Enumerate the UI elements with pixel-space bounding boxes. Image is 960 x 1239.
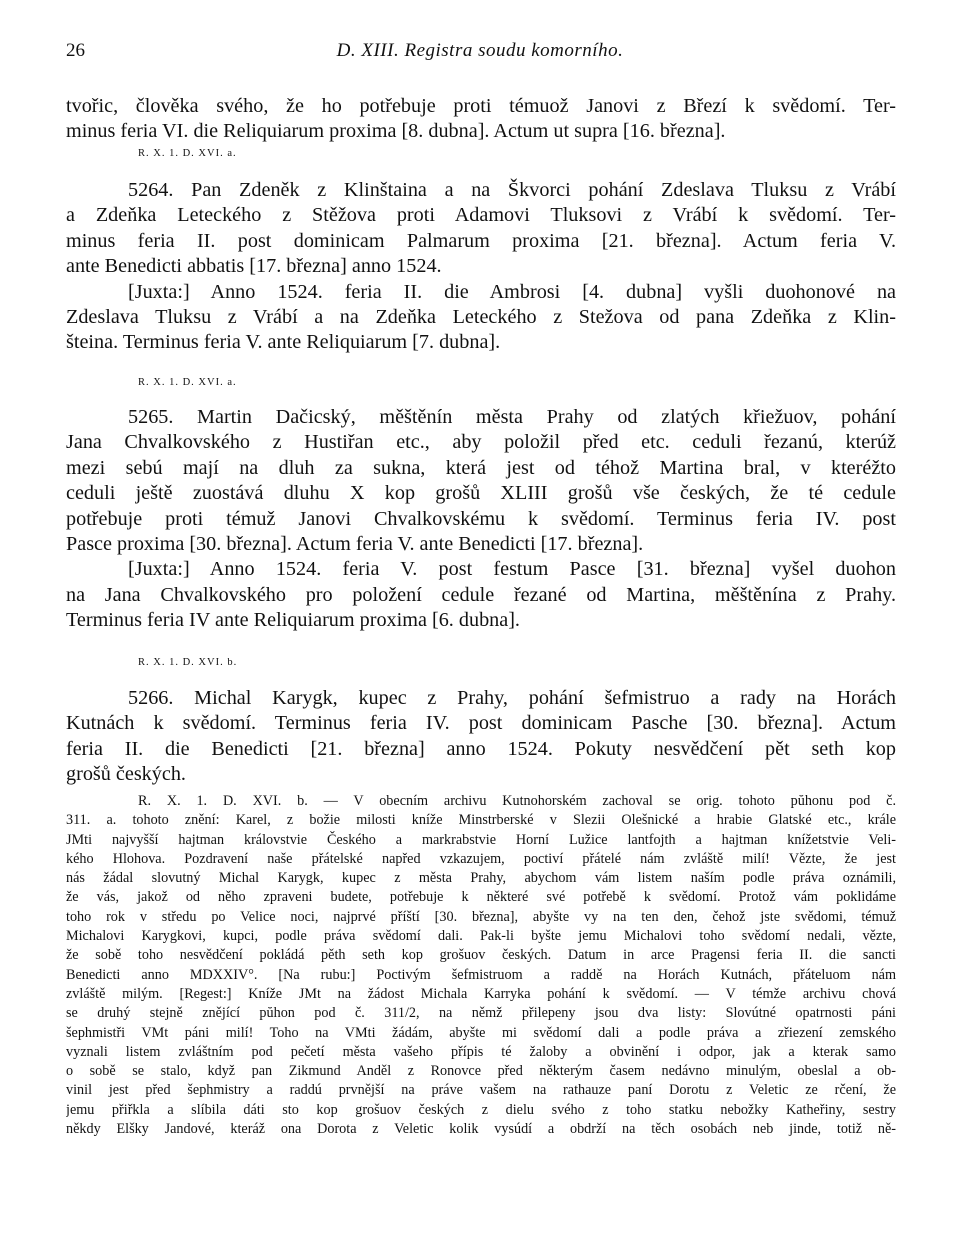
note-line: se druhý stejně znějící pŭhon pod č. 311/2, na němž přilepeny jsou dva listy: Slovútné opatrnosti páni <box>66 1005 896 1022</box>
text-line: Kutnách k svědomí. Terminus feria IV. post dominicam Pasche [30. března]. Actum <box>66 712 896 735</box>
entry-5266 <box>66 686 896 788</box>
note-line: toho rok v středu po Velice noci, najprvé příští [30. března], abyšte vy na ten den, čehož jste svědomi, témuž <box>66 908 896 925</box>
note-line: 311. a. tohoto znění: Karel, z božie milosti kníže Minstrberské v Slezii Olešnické a hrabie Glatské etc., krále <box>66 812 896 829</box>
note-line: R. X. 1. D. XVI. b. — V obecním archivu Kutnohorském zachoval se orig. tohoto pŭhonu pod č. <box>138 793 896 809</box>
archive-reference <box>66 146 896 161</box>
text-line: a Zdeňka Leteckého z Stěžova proti Adamovi Tluksovi z Vrábí k svědomí. Ter- <box>66 204 896 227</box>
text-line: Zdeslava Tluksu z Vrábí a na Zdeňka Leteckého z Stežova od pana Zdeňka z Klin- <box>66 305 896 328</box>
text-line: grošů českých. <box>66 763 186 786</box>
text-line: [Juxta:] Anno 1524. feria II. die Ambrosi [4. dubna] vyšli duohonové na <box>128 280 896 303</box>
note-line: vyznali listem zvláštním pod pečetí města vašeho přípis té žaloby a obvinění i odpor, jak a kterak samo <box>66 1043 896 1060</box>
text-line: ceduli ještě zuostává dluhu X kop grošů XLIII grošů vše českých, že té cedule <box>66 482 896 505</box>
archive-reference <box>66 655 896 670</box>
note-line: zvláště milým. [Regest:] Kníže JMt na žádost Michala Karryka pohání k svědomí. — V témže archivu chová <box>66 985 896 1002</box>
text-line: Pasce proxima [30. března]. Actum feria V. ante Benedicti [17. března]. <box>66 532 644 555</box>
note-line: někdy Elšky Jandové, kteráž ona Dorota z Veletic kolik vysúdí a obdrží na těch osobách neb jinde, totiž ně- <box>66 1121 896 1138</box>
archive-reference <box>66 375 896 390</box>
text-line: minus feria VI. die Reliquiarum proxima [8. dubna]. Actum ut supra [16. března]. <box>66 120 726 143</box>
note-line: vinil jest před šephmistry a raddú prvnější na práve vašem na rathauze paní Dorotu z Veletic ze rčení, že <box>66 1082 896 1099</box>
note-line: šephmistři VMt páni milí! Toho na VMti žádám, abyšte mi svědomí dali a podle práva a zřiezení zemského <box>66 1024 896 1041</box>
entry-5264 <box>66 178 896 356</box>
text-line: feria II. die Benedicti [21. března] anno 1524. Pokuty nesvědčení pět seth kop <box>66 737 896 760</box>
text-line: Terminus feria IV ante Reliquiarum proxima [6. dubna]. <box>66 609 520 632</box>
text-line: mezi sebú mají na dluh za sukna, která jest od téhož Martina bral, v kteréžto <box>66 456 896 479</box>
footnote-block <box>66 792 896 1139</box>
text-line: šteina. Terminus feria V. ante Reliquiarum [7. dubna]. <box>66 331 501 354</box>
note-line: o sobě se stalo, když pan Zikmund Anděl z Ronovce před některým časem nedávno minulým, obeslal a ob- <box>66 1063 896 1080</box>
text-line: minus feria II. post dominicam Palmarum proxima [21. března]. Actum feria V. <box>66 229 896 252</box>
text-line: [Juxta:] Anno 1524. feria V. post festum Pasce [31. března] vyšel duohon <box>128 558 896 581</box>
note-line: kého Hlohova. Pozdravení naše přátelské napřed vzkazujem, poctiví přátelé nám zvláště milí! Vězte, že jest <box>66 850 896 867</box>
note-line: jemu přiřkla a slíbila dáti sto kop grošuov českých z dielu svého z toho statku nebožky Katheřiny, sestry <box>66 1101 896 1118</box>
text-line: Jana Chvalkovského z Hustiřan etc., aby položil před etc. ceduli řezanú, kterúž <box>66 431 896 454</box>
note-line: Michalovi Karygkovi, kupci, podle práva svědomí dali. Pak-li byšte jemu Michalovi toho svědomí nedali, vězte, <box>66 928 896 945</box>
note-line: Benedicti anno MDXXIV°. [Na rubu:] Poctivým šefmistruom a raddě na Horách Kutnách, přáteluom nám <box>66 966 896 983</box>
entry-5263-end <box>66 94 896 145</box>
note-line: že sobě toho nesvědčení pokládá pěth seth kop grošuov českých. Datum in arce Pragensi feria II. die sancti <box>66 947 896 964</box>
note-line: JMti najvyšší hajtman královstvie Českého a markrabstvie Horní Lužice lantfojth a hajtman knížetstvie Veli- <box>66 831 896 848</box>
text-line: 5266. Michal Karygk, kupec z Prahy, pohání šefmistruo a rady na Horách <box>128 687 896 709</box>
running-head: D. XIII. Registra soudu komorního. <box>336 40 624 61</box>
entry-5265 <box>66 405 896 634</box>
text-line: 5264. Pan Zdeněk z Klinštaina a na Škvorci pohání Zdeslava Tluksu z Vrábí <box>128 179 896 201</box>
text-line: tvořic, člověka svého, že ho potřebuje proti témuož Janovi z Březí k svědomí. Ter- <box>66 95 896 117</box>
note-line: že vás, jakož od něho zpraveni budete, potřebuje k některé své potřebě k svědomí. Protož vám poklidáme <box>66 889 896 906</box>
note-line: nás žádal slovutný Michal Karygk, kupec z města Prahy, abychom vám listem naším podle práva oznámili, <box>66 870 896 887</box>
archive-reference-text: R. X. 1. D. XVI. a. <box>138 148 237 159</box>
page-header <box>66 40 894 70</box>
text-line: 5265. Martin Dačicský, měštěnín města Prahy od zlatých křiežuov, pohání <box>128 406 896 428</box>
text-line: na Jana Chvalkovského pro položení cedule řezané od Martina, měštěnína z Prahy. <box>66 583 896 606</box>
archive-reference-text: R. X. 1. D. XVI. a. <box>138 377 237 388</box>
archive-reference-text: R. X. 1. D. XVI. b. <box>138 657 238 668</box>
page-number: 26 <box>66 40 85 61</box>
text-line: potřebuje proti témuž Janovi Chvalkovskému k svědomí. Terminus feria IV. post <box>66 507 896 530</box>
text-line: ante Benedicti abbatis [17. března] anno 1524. <box>66 255 442 278</box>
